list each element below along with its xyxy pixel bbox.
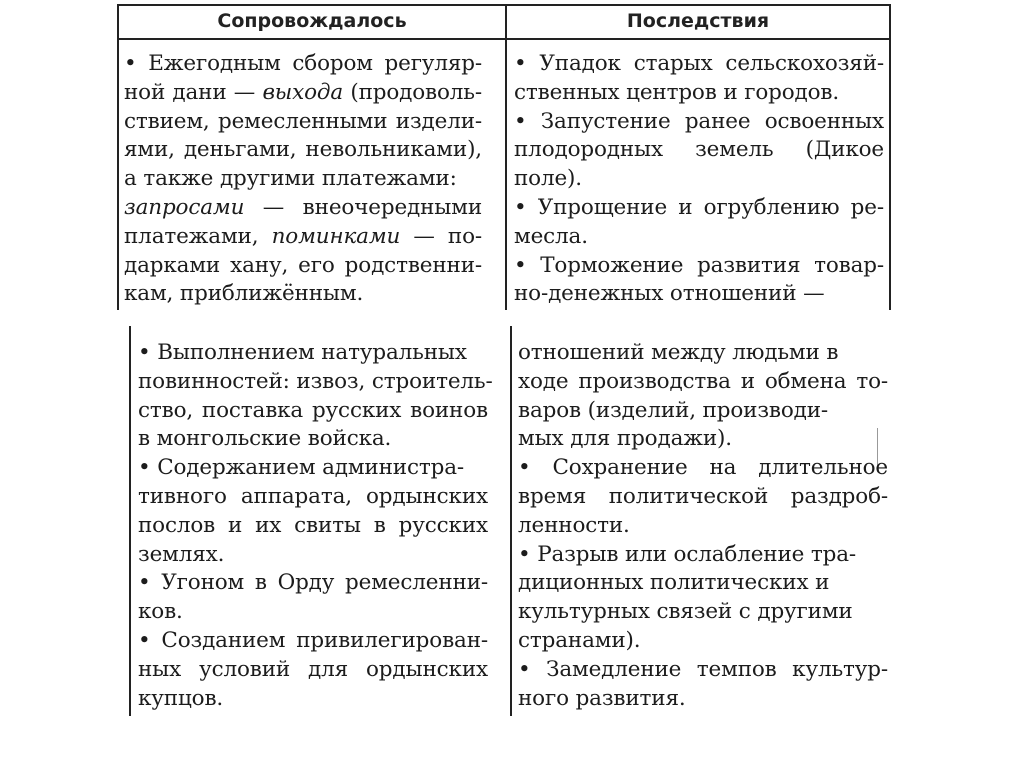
text-line: ной дани — выхода (продоволь- [124, 79, 482, 105]
text-line: послов и их свиты в русских [138, 512, 488, 538]
text-line: ных условий для ордынских [138, 656, 488, 682]
bottom-left-border [129, 326, 131, 716]
text-line: культурных связей с другими [518, 599, 853, 625]
text-line: • Упадок старых сельскохозяй- [514, 51, 884, 76]
cell-top-left [124, 50, 482, 309]
text-line: • Выполнением натуральных [138, 340, 467, 365]
text-line: • Сохранение на длительное [518, 455, 888, 481]
text-line: ство, поставка русских воинов [138, 397, 488, 423]
text-line: ного развития. [518, 685, 686, 711]
text-line: ями, деньгами, невольниками), [124, 137, 482, 163]
text-line: а также другими платежами: [124, 166, 457, 192]
text-line: дарками хану, его родственни- [124, 252, 482, 278]
text-line: • Созданием привилегирован- [138, 627, 488, 653]
text-line: • Торможение развития товар- [514, 252, 884, 278]
text-line: отношений между людьми в [518, 340, 839, 365]
text-line: • Ежегодным сбором регуляр- [124, 51, 482, 76]
italic-term: выхода [262, 79, 344, 105]
top-right-border [889, 4, 891, 310]
text-line: платежами, поминками — по- [124, 223, 482, 249]
text-line: • Разрыв или ослабление тра- [518, 541, 857, 567]
text-line: • Содержанием администра- [138, 455, 464, 481]
top-left-border [117, 4, 119, 310]
text-line: месла. [514, 223, 588, 249]
text-line: диционных политических и [518, 570, 830, 596]
text-line: ленности. [518, 512, 630, 538]
text-line: ков. [138, 599, 183, 625]
cell-bottom-right [518, 339, 888, 713]
text-line: поле). [514, 166, 582, 192]
text-line: мых для продажи). [518, 426, 732, 452]
header-divider [118, 38, 890, 40]
text-line: ходе производства и обмена то- [518, 368, 888, 394]
text-line: • Запустение ранее освоенных [514, 108, 884, 134]
text-line: плодородных земель (Дикое [514, 137, 884, 163]
header-right: Последствия [626, 10, 770, 32]
text-line: в монгольские войска. [138, 426, 392, 452]
cell-top-right [514, 50, 884, 309]
text-line: повинностей: извоз, строитель- [138, 368, 493, 394]
header-left: Сопровождалось [217, 10, 407, 32]
text-line: землях. [138, 541, 225, 567]
text-line: странами). [518, 627, 641, 653]
text-line: ственных центров и городов. [514, 79, 840, 105]
text-line: запросами — внеочередными [124, 194, 482, 220]
italic-term: запросами [124, 194, 245, 220]
cell-bottom-left [138, 339, 493, 713]
text-line: время политической раздроб- [518, 483, 888, 509]
top-center-divider [505, 4, 507, 310]
bottom-center-divider [510, 326, 512, 716]
text-line: • Упрощение и огрублению ре- [514, 194, 884, 220]
text-line: ствием, ремесленными издели- [124, 108, 482, 134]
text-line: • Замедление темпов культур- [518, 656, 888, 682]
text-line: купцов. [138, 685, 224, 711]
text-line: но-денежных отношений — [514, 281, 825, 307]
text-line: • Угоном в Орду ремесленни- [138, 570, 488, 596]
text-line: тивного аппарата, ордынских [138, 483, 488, 509]
text-line: кам, приближённым. [124, 281, 364, 307]
italic-term: поминками [271, 223, 401, 249]
text-line: варов (изделий, производи- [518, 397, 829, 423]
